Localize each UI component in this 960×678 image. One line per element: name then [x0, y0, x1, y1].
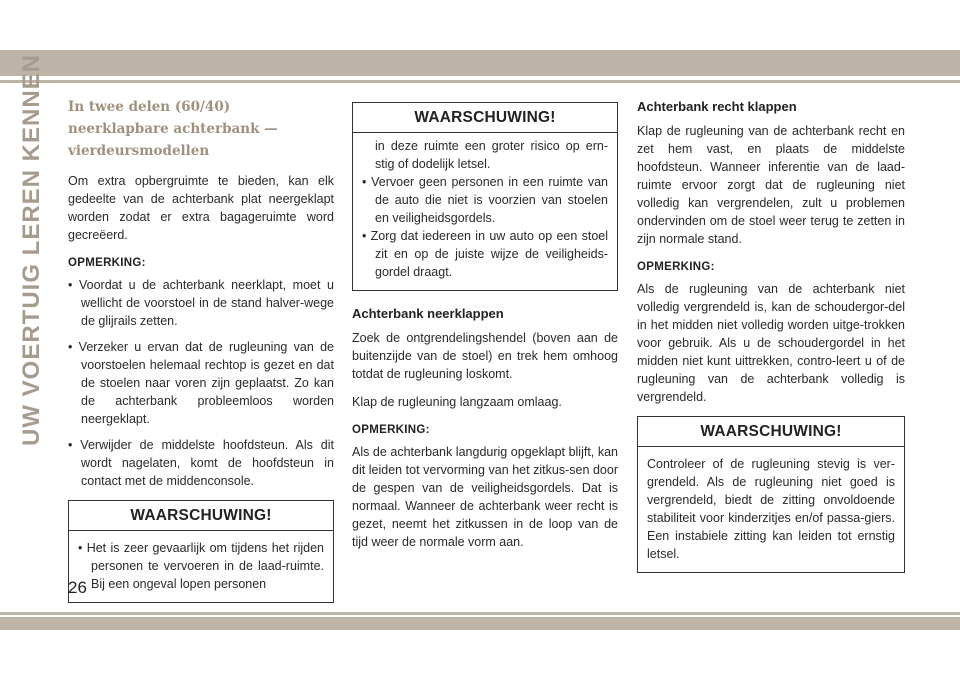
column-1 [68, 96, 334, 603]
bottom-band [0, 617, 960, 630]
warning-title: WAARSCHUWING! [69, 501, 333, 531]
section-title: In twee delen (60/40) neerklapbare achterbank — vierdeursmodellen [68, 99, 278, 159]
paragraph: Zoek de ontgrendelingshendel (boven aan de buitenzijde van de stoel) en trek hem omhoog totdat de rugleuning loskomt. [352, 331, 618, 381]
top-band [0, 50, 960, 76]
note-text: Als de rugleuning van de achterbank niet volledig vergrendeld is, kan de schoudergor-del in het midden niet volledig worden uitge-trokken voor gebruik. Als u de schoudergordel in het midden niet kunt uittrekken, contro-leert u of de rugleuning van de achterbank volledig is vergrendeld. [637, 282, 905, 404]
top-rule [0, 80, 960, 83]
column-2 [352, 102, 618, 561]
paragraph: Klap de rugleuning langzaam omlaag. [352, 395, 562, 409]
warning-title: WAARSCHUWING! [638, 417, 904, 447]
warning-bullet: • Vervoer geen personen in een ruimte van de auto die niet is voorzien van stoelen en veiligheidsgordels. [362, 175, 608, 225]
side-chapter-title [14, 53, 50, 447]
warning-box [352, 102, 618, 291]
note-text: Als de achterbank langdurig opgeklapt blijft, kan dit leiden tot vervorming van het zitkus-sen door de gespen van de veiligheidsgordels. Dat is normaal. Wanneer de achterbank weer recht is gezet, neemt het zitkussen in de loop van de tijd weer de normale vorm aan. [352, 445, 618, 549]
side-chapter-title-text: UW VOERTUIG LEREN KENNEN [18, 53, 45, 447]
warning-title: WAARSCHUWING! [353, 103, 617, 133]
note-bullet: • Verwijder de middelste hoofdsteun. Als dit wordt nagelaten, komt de hoofdsteun in contact met de middenconsole. [68, 438, 334, 488]
note-label: OPMERKING: [68, 257, 146, 269]
note-bullet: • Verzeker u ervan dat de rugleuning van de voorstoelen helemaal rechtop is gezet en dat de stoelen naar voren zijn geplaatst. Zo kan de achterbank probleemloos worden neergeklapt. [68, 340, 334, 426]
column-3 [637, 98, 905, 573]
warning-continued-text: in deze ruimte een groter risico op ern-stig of dodelijk letsel. [375, 139, 608, 171]
heading-fold-up: Achterbank recht klappen [637, 99, 797, 114]
warning-box [68, 500, 334, 603]
note-label: OPMERKING: [352, 424, 430, 436]
page-number: 26 [68, 578, 87, 597]
intro-paragraph: Om extra opbergruimte te bieden, kan elk gedeelte van de achterbank plat neergeklapt worden zodat er extra bagageruimte word gecreëerd. [68, 174, 334, 242]
warning-bullet: • Zorg dat iedereen in uw auto op een stoel zit en op de juiste wijze de veiligheids-gordel draagt. [362, 229, 608, 279]
bottom-rule [0, 612, 960, 615]
note-bullet: • Voordat u de achterbank neerklapt, moet u wellicht de voorstoel in de stand halver-wege de glijrails zetten. [68, 278, 334, 328]
paragraph: Klap de rugleuning van de achterbank recht en zet hem vast, en plaats de middelste hoofdsteun. Wanneer inferentie van de laad-ruimte ervoor zorgt dat de rugleuning niet volledig kan vergrendelen, zult u problemen ondervinden om de stoel weer terug te zetten in zijn normale stand. [637, 124, 905, 246]
note-label: OPMERKING: [637, 261, 715, 273]
warning-bullet: • Het is zeer gevaarlijk om tijdens het rijden personen te vervoeren in de laad-ruimte. Bij een ongeval lopen personen [78, 541, 324, 591]
warning-text: Controleer of de rugleuning stevig is ver-grendeld. Als de rugleuning niet goed is vergrendeld, biedt de zitting onvoldoende stabiliteit voor kinderzitjes en/of passa-giers. Een instabiele zitting kan leiden tot ernstig letsel. [647, 457, 895, 561]
warning-box [637, 416, 905, 573]
heading-fold-down: Achterbank neerklappen [352, 306, 504, 321]
